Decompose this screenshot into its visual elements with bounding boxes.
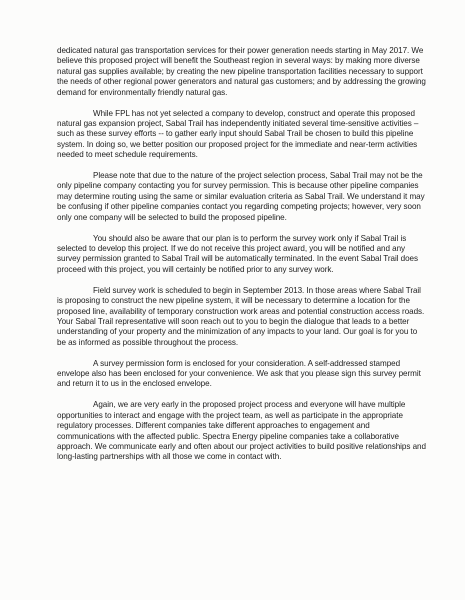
paragraph-closing: Again, we are very early in the proposed project process and everyone will have multiple opportunities to interact and engage with the project team, as well as participate in the appropriate regulatory processes. Different companies take different approaches to engagement and communications with the affected public. Spectra Energy pipeline companies take a collaborative approach. We communicate early and often about our project activities to build positive relationships and long-lasting partnerships with all those we come in contact with. [57,400,426,462]
paragraph-field-survey: Field survey work is scheduled to begin in September 2013. In those areas where Sabal Trail is proposing to construct the new pipeline system, it will be necessary to determine a location for the proposed line, availability of temporary construction work areas and potential construction access roads. Your Sabal Trail representative will soon reach out to you to begin the dialogue that leads to a better understanding of your property and the minimization of any impacts to your land. Our goal is for you to be as informed as possible throughout the process. [57,285,425,347]
paragraph-fpl-selection: While FPL has not yet selected a company to develop, construct and operate this proposed natural gas expansion project, Sabal Trail has independently initiated several time-sensitive activities – such as these survey efforts -- to gather early input should Sabal Trail be chosen to build this pipeline system. In doing so, we better position our proposed project for the immediate and near-term activities needed to meet schedule requirements. [57,108,419,160]
paragraph-selection-process: Please note that due to the nature of the project selection process, Sabal Trail may not be the only pipeline company contacting you for survey permission. This is because other pipeline companies may determine routing using the same or similar evaluation criteria as Sabal Trail. We understand it may be confusing if other pipeline companies contact you regarding competing projects; however, very soon only one company will be selected to build the proposed pipeline. [57,171,425,222]
letter-body [57,46,428,473]
paragraph-survey-conditions: You should also be aware that our plan is to perform the survey work only if Sabal Trail is selected to develop this project. If we do not receive this project award, you will be notified and any survey permission granted to Sabal Trail will be automatically terminated. In the event Sabal Trail does proceed with this project, you will certainly be notified prior to any survey work. [57,233,419,274]
paragraph-intro-continuation: dedicated natural gas transportation services for their power generation needs starting in May 2017. We believe this proposed project will benefit the Southeast region in several ways: by making more diverse natural gas supplies available; by creating the new pipeline transportation facilities necessary to support the needs of other regional power generators and natural gas customers; and by addressing the growing demand for environmentally friendly natural gas. [57,46,426,97]
paragraph-permission-form: A survey permission form is enclosed for your consideration. A self-addressed stamped envelope also has been enclosed for your convenience. We ask that you please sign this survey permit and return it to us in the enclosed envelope. [57,358,421,389]
